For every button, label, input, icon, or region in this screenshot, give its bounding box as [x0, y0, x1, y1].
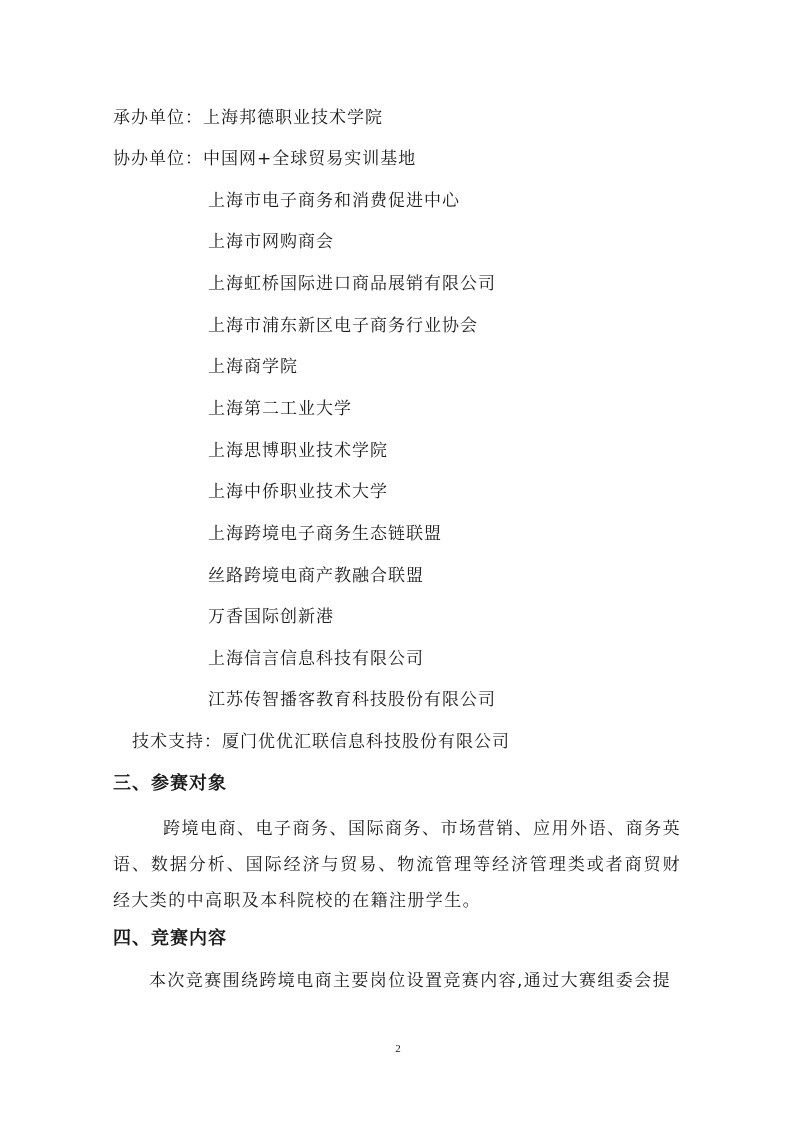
host-unit-line — [113, 107, 383, 129]
co-unit-item: 上海跨境电子商务生态链联盟 — [208, 524, 442, 544]
page-number: 2 — [395, 1043, 401, 1055]
co-unit-label: 协办单位： — [113, 149, 203, 169]
host-unit-label: 承办单位： — [113, 108, 203, 128]
co-unit-item: 上海商学院 — [208, 357, 298, 377]
co-unit-item: 丝路跨境电商产教融合联盟 — [208, 566, 424, 586]
tech-support-line — [132, 731, 510, 753]
co-unit-item: 上海市电子商务和消费促进中心 — [208, 191, 460, 211]
section-paragraph: 本次竞赛围绕跨境电商主要岗位设置竞赛内容,通过大赛组委会提 — [149, 971, 672, 991]
co-unit-item: 上海市浦东新区电子商务行业协会 — [208, 316, 478, 336]
co-unit-item: 上海第二工业大学 — [208, 399, 352, 419]
co-unit-line — [113, 148, 416, 170]
section-heading: 三、参赛对象 — [113, 773, 227, 794]
co-unit-item: 上海中侨职业技术大学 — [208, 482, 388, 502]
tech-support-label: 技术支持： — [132, 732, 222, 752]
co-unit-item: 上海思博职业技术学院 — [208, 441, 388, 461]
tech-support-value: 厦门优优汇联信息科技股份有限公司 — [222, 732, 510, 752]
co-unit-item: 中国网+全球贸易实训基地 — [203, 149, 417, 169]
co-unit-item: 上海虹桥国际进口商品展销有限公司 — [208, 274, 496, 294]
co-unit-item: 万香国际创新港 — [208, 607, 334, 627]
section-heading: 四、竞赛内容 — [113, 928, 227, 949]
co-unit-item: 上海市网购商会 — [208, 232, 334, 252]
co-unit-item: 上海信言信息科技有限公司 — [208, 649, 424, 669]
section-paragraph: 跨境电商、电子商务、国际商务、市场营销、应用外语、商务英语、数据分析、国际经济与贸易、物流管理等经济管理类或者商贸财经大类的中高职及本科院校的在籍注册学生。 — [113, 819, 681, 911]
host-unit-value: 上海邦德职业技术学院 — [203, 108, 383, 128]
co-unit-item: 江苏传智播客教育科技股份有限公司 — [208, 690, 496, 710]
